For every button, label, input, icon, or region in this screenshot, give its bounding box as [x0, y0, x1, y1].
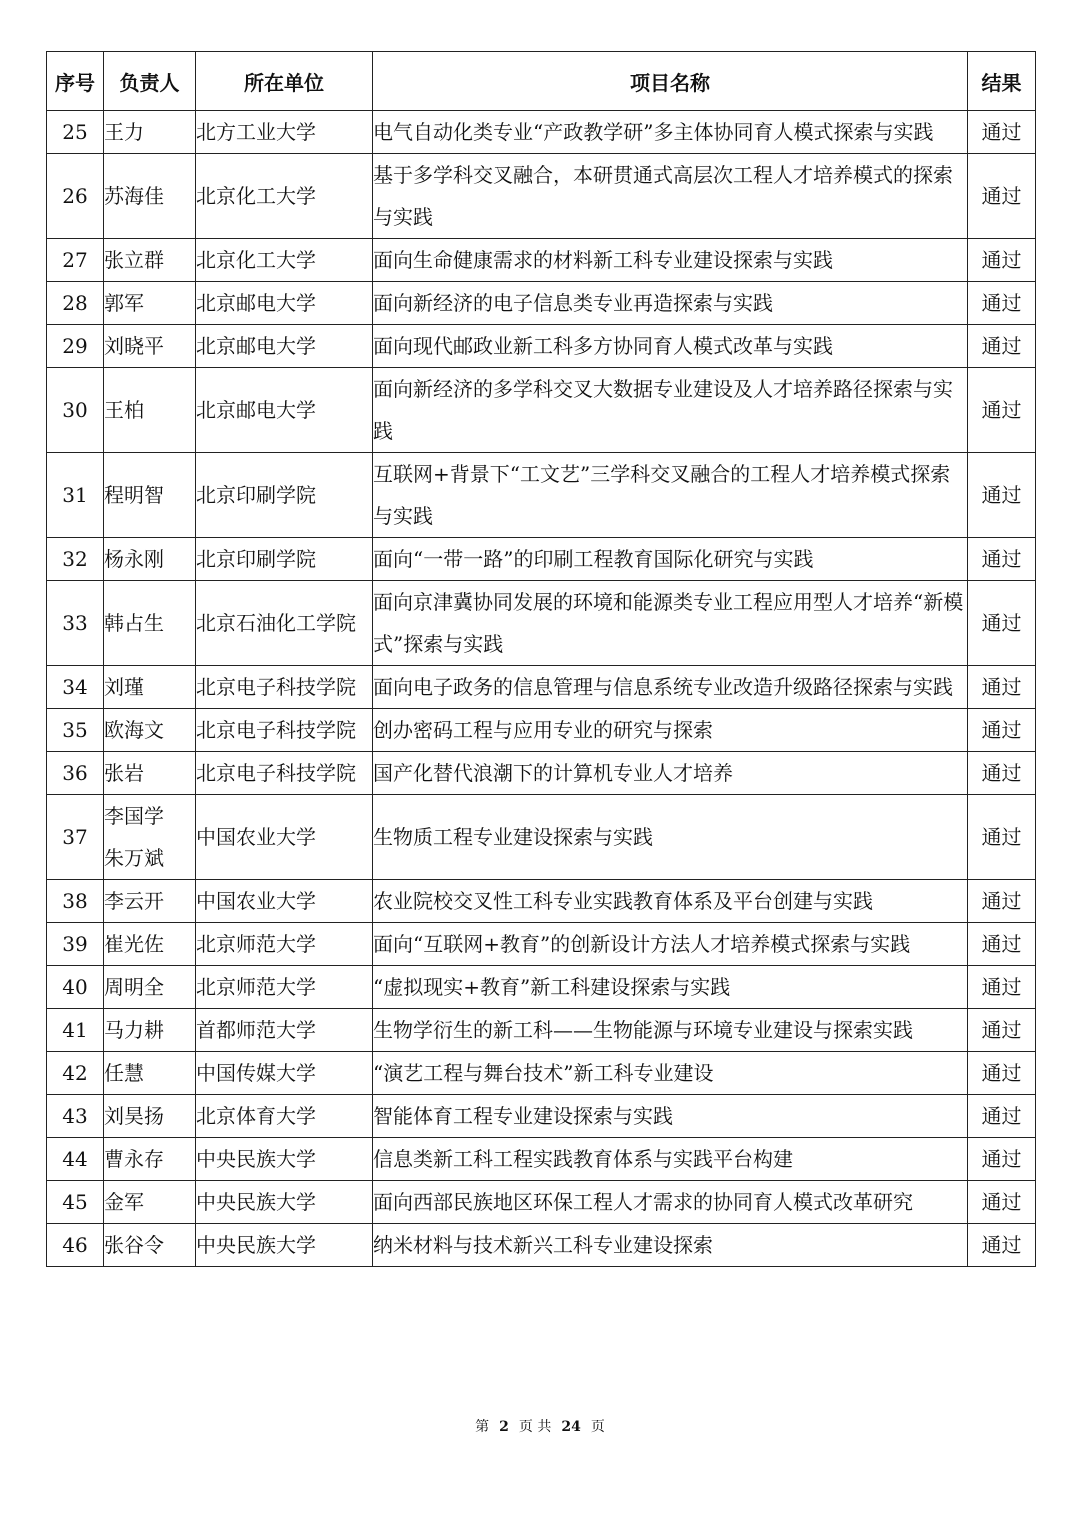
cell-result: 通过 — [968, 1181, 1036, 1224]
cell-no: 42 — [47, 1052, 104, 1095]
cell-unit: 首都师范大学 — [196, 1009, 373, 1052]
cell-person: 任慧 — [104, 1052, 196, 1095]
cell-no: 38 — [47, 880, 104, 923]
cell-unit: 北京印刷学院 — [196, 453, 373, 538]
cell-person: 马力耕 — [104, 1009, 196, 1052]
cell-result: 通过 — [968, 581, 1036, 666]
header-no: 序号 — [47, 52, 104, 111]
footer-total-pages: 24 — [561, 1419, 581, 1435]
cell-person: 金军 — [104, 1181, 196, 1224]
cell-unit: 北京印刷学院 — [196, 538, 373, 581]
cell-no: 43 — [47, 1095, 104, 1138]
cell-unit: 北京化工大学 — [196, 239, 373, 282]
cell-unit: 北京电子科技学院 — [196, 709, 373, 752]
cell-project: 电气自动化类专业“产政教学研”多主体协同育人模式探索与实践 — [373, 111, 968, 154]
cell-person: 韩占生 — [104, 581, 196, 666]
cell-no: 34 — [47, 666, 104, 709]
header-person: 负责人 — [104, 52, 196, 111]
cell-person: 张谷令 — [104, 1224, 196, 1267]
cell-person: 程明智 — [104, 453, 196, 538]
cell-result: 通过 — [968, 282, 1036, 325]
header-unit: 所在单位 — [196, 52, 373, 111]
cell-project: 生物学衍生的新工科——生物能源与环境专业建设与探索实践 — [373, 1009, 968, 1052]
table-header-row — [47, 52, 1036, 111]
cell-no: 44 — [47, 1138, 104, 1181]
cell-project: 面向新经济的电子信息类专业再造探索与实践 — [373, 282, 968, 325]
cell-person: 张岩 — [104, 752, 196, 795]
cell-no: 35 — [47, 709, 104, 752]
cell-unit: 北京石油化工学院 — [196, 581, 373, 666]
table-row — [47, 325, 1036, 368]
cell-project: “演艺工程与舞台技术”新工科专业建设 — [373, 1052, 968, 1095]
cell-person: 欧海文 — [104, 709, 196, 752]
cell-unit: 北京师范大学 — [196, 923, 373, 966]
cell-result: 通过 — [968, 154, 1036, 239]
cell-result: 通过 — [968, 1138, 1036, 1181]
cell-project: 纳米材料与技术新兴工科专业建设探索 — [373, 1224, 968, 1267]
cell-result: 通过 — [968, 111, 1036, 154]
cell-project: 面向京津冀协同发展的环境和能源类专业工程应用型人才培养“新模式”探索与实践 — [373, 581, 968, 666]
table-row — [47, 581, 1036, 666]
cell-person: 刘晓平 — [104, 325, 196, 368]
table-row — [47, 1052, 1036, 1095]
table-row — [47, 538, 1036, 581]
cell-project: 面向生命健康需求的材料新工科专业建设探索与实践 — [373, 239, 968, 282]
table-row — [47, 282, 1036, 325]
cell-person: 张立群 — [104, 239, 196, 282]
table-row — [47, 752, 1036, 795]
cell-unit: 中央民族大学 — [196, 1138, 373, 1181]
cell-project: 信息类新工科工程实践教育体系与实践平台构建 — [373, 1138, 968, 1181]
cell-person: 杨永刚 — [104, 538, 196, 581]
cell-result: 通过 — [968, 239, 1036, 282]
cell-result: 通过 — [968, 795, 1036, 880]
cell-result: 通过 — [968, 1095, 1036, 1138]
table-row — [47, 111, 1036, 154]
cell-unit: 中央民族大学 — [196, 1224, 373, 1267]
cell-result: 通过 — [968, 880, 1036, 923]
cell-person: 曹永存 — [104, 1138, 196, 1181]
cell-project: 生物质工程专业建设探索与实践 — [373, 795, 968, 880]
cell-no: 27 — [47, 239, 104, 282]
cell-unit: 北京电子科技学院 — [196, 666, 373, 709]
cell-no: 37 — [47, 795, 104, 880]
table-row — [47, 709, 1036, 752]
cell-result: 通过 — [968, 1052, 1036, 1095]
cell-no: 31 — [47, 453, 104, 538]
cell-result: 通过 — [968, 325, 1036, 368]
cell-project: 创办密码工程与应用专业的研究与探索 — [373, 709, 968, 752]
cell-project: 互联网+背景下“工文艺”三学科交叉融合的工程人才培养模式探索与实践 — [373, 453, 968, 538]
cell-person: 周明全 — [104, 966, 196, 1009]
cell-person: 刘昊扬 — [104, 1095, 196, 1138]
cell-unit: 中央民族大学 — [196, 1181, 373, 1224]
table-row — [47, 795, 1036, 880]
table-row — [47, 966, 1036, 1009]
cell-no: 28 — [47, 282, 104, 325]
cell-project: 面向电子政务的信息管理与信息系统专业改造升级路径探索与实践 — [373, 666, 968, 709]
cell-no: 32 — [47, 538, 104, 581]
cell-result: 通过 — [968, 538, 1036, 581]
cell-result: 通过 — [968, 666, 1036, 709]
cell-no: 26 — [47, 154, 104, 239]
cell-no: 29 — [47, 325, 104, 368]
cell-result: 通过 — [968, 923, 1036, 966]
cell-result: 通过 — [968, 752, 1036, 795]
cell-project: “虚拟现实+教育”新工科建设探索与实践 — [373, 966, 968, 1009]
table-row — [47, 1138, 1036, 1181]
cell-unit: 中国传媒大学 — [196, 1052, 373, 1095]
footer-prefix: 第 — [475, 1419, 490, 1435]
cell-result: 通过 — [968, 709, 1036, 752]
cell-project: 面向“一带一路”的印刷工程教育国际化研究与实践 — [373, 538, 968, 581]
cell-no: 45 — [47, 1181, 104, 1224]
cell-unit: 北京体育大学 — [196, 1095, 373, 1138]
cell-unit: 北方工业大学 — [196, 111, 373, 154]
cell-unit: 北京化工大学 — [196, 154, 373, 239]
project-results-table — [46, 51, 1036, 1267]
cell-no: 30 — [47, 368, 104, 453]
cell-person: 王柏 — [104, 368, 196, 453]
cell-no: 39 — [47, 923, 104, 966]
cell-project: 基于多学科交叉融合，本研贯通式高层次工程人才培养模式的探索与实践 — [373, 154, 968, 239]
cell-result: 通过 — [968, 1009, 1036, 1052]
cell-unit: 北京邮电大学 — [196, 325, 373, 368]
table-row — [47, 923, 1036, 966]
cell-project: 农业院校交叉性工科专业实践教育体系及平台创建与实践 — [373, 880, 968, 923]
cell-person: 李云开 — [104, 880, 196, 923]
cell-person: 崔光佐 — [104, 923, 196, 966]
cell-project: 面向现代邮政业新工科多方协同育人模式改革与实践 — [373, 325, 968, 368]
cell-no: 41 — [47, 1009, 104, 1052]
cell-result: 通过 — [968, 368, 1036, 453]
cell-no: 25 — [47, 111, 104, 154]
footer-suffix: 页 — [590, 1419, 605, 1435]
cell-person: 王力 — [104, 111, 196, 154]
cell-unit: 中国农业大学 — [196, 795, 373, 880]
cell-person: 刘瑾 — [104, 666, 196, 709]
cell-project: 面向西部民族地区环保工程人才需求的协同育人模式改革研究 — [373, 1181, 968, 1224]
table-row — [47, 453, 1036, 538]
table-row — [47, 1095, 1036, 1138]
table-body — [47, 111, 1036, 1267]
table-row — [47, 239, 1036, 282]
page-footer — [0, 1416, 1080, 1436]
table-row — [47, 880, 1036, 923]
table-row — [47, 1224, 1036, 1267]
table-row — [47, 368, 1036, 453]
cell-unit: 北京邮电大学 — [196, 282, 373, 325]
header-result: 结果 — [968, 52, 1036, 111]
cell-result: 通过 — [968, 1224, 1036, 1267]
cell-result: 通过 — [968, 966, 1036, 1009]
cell-person: 苏海佳 — [104, 154, 196, 239]
cell-project: 面向新经济的多学科交叉大数据专业建设及人才培养路径探索与实践 — [373, 368, 968, 453]
cell-person: 郭军 — [104, 282, 196, 325]
table-row — [47, 666, 1036, 709]
footer-page-number: 2 — [499, 1419, 509, 1435]
cell-unit: 北京师范大学 — [196, 966, 373, 1009]
cell-no: 36 — [47, 752, 104, 795]
table-row — [47, 154, 1036, 239]
cell-unit: 中国农业大学 — [196, 880, 373, 923]
cell-unit: 北京邮电大学 — [196, 368, 373, 453]
cell-project: 面向“互联网+教育”的创新设计方法人才培养模式探索与实践 — [373, 923, 968, 966]
cell-no: 33 — [47, 581, 104, 666]
table-row — [47, 1181, 1036, 1224]
cell-result: 通过 — [968, 453, 1036, 538]
cell-no: 40 — [47, 966, 104, 1009]
cell-no: 46 — [47, 1224, 104, 1267]
table-row — [47, 1009, 1036, 1052]
header-project: 项目名称 — [373, 52, 968, 111]
cell-project: 国产化替代浪潮下的计算机专业人才培养 — [373, 752, 968, 795]
cell-project: 智能体育工程专业建设探索与实践 — [373, 1095, 968, 1138]
footer-middle: 页 共 — [518, 1419, 552, 1435]
cell-unit: 北京电子科技学院 — [196, 752, 373, 795]
cell-person: 李国学 朱万斌 — [104, 795, 196, 880]
